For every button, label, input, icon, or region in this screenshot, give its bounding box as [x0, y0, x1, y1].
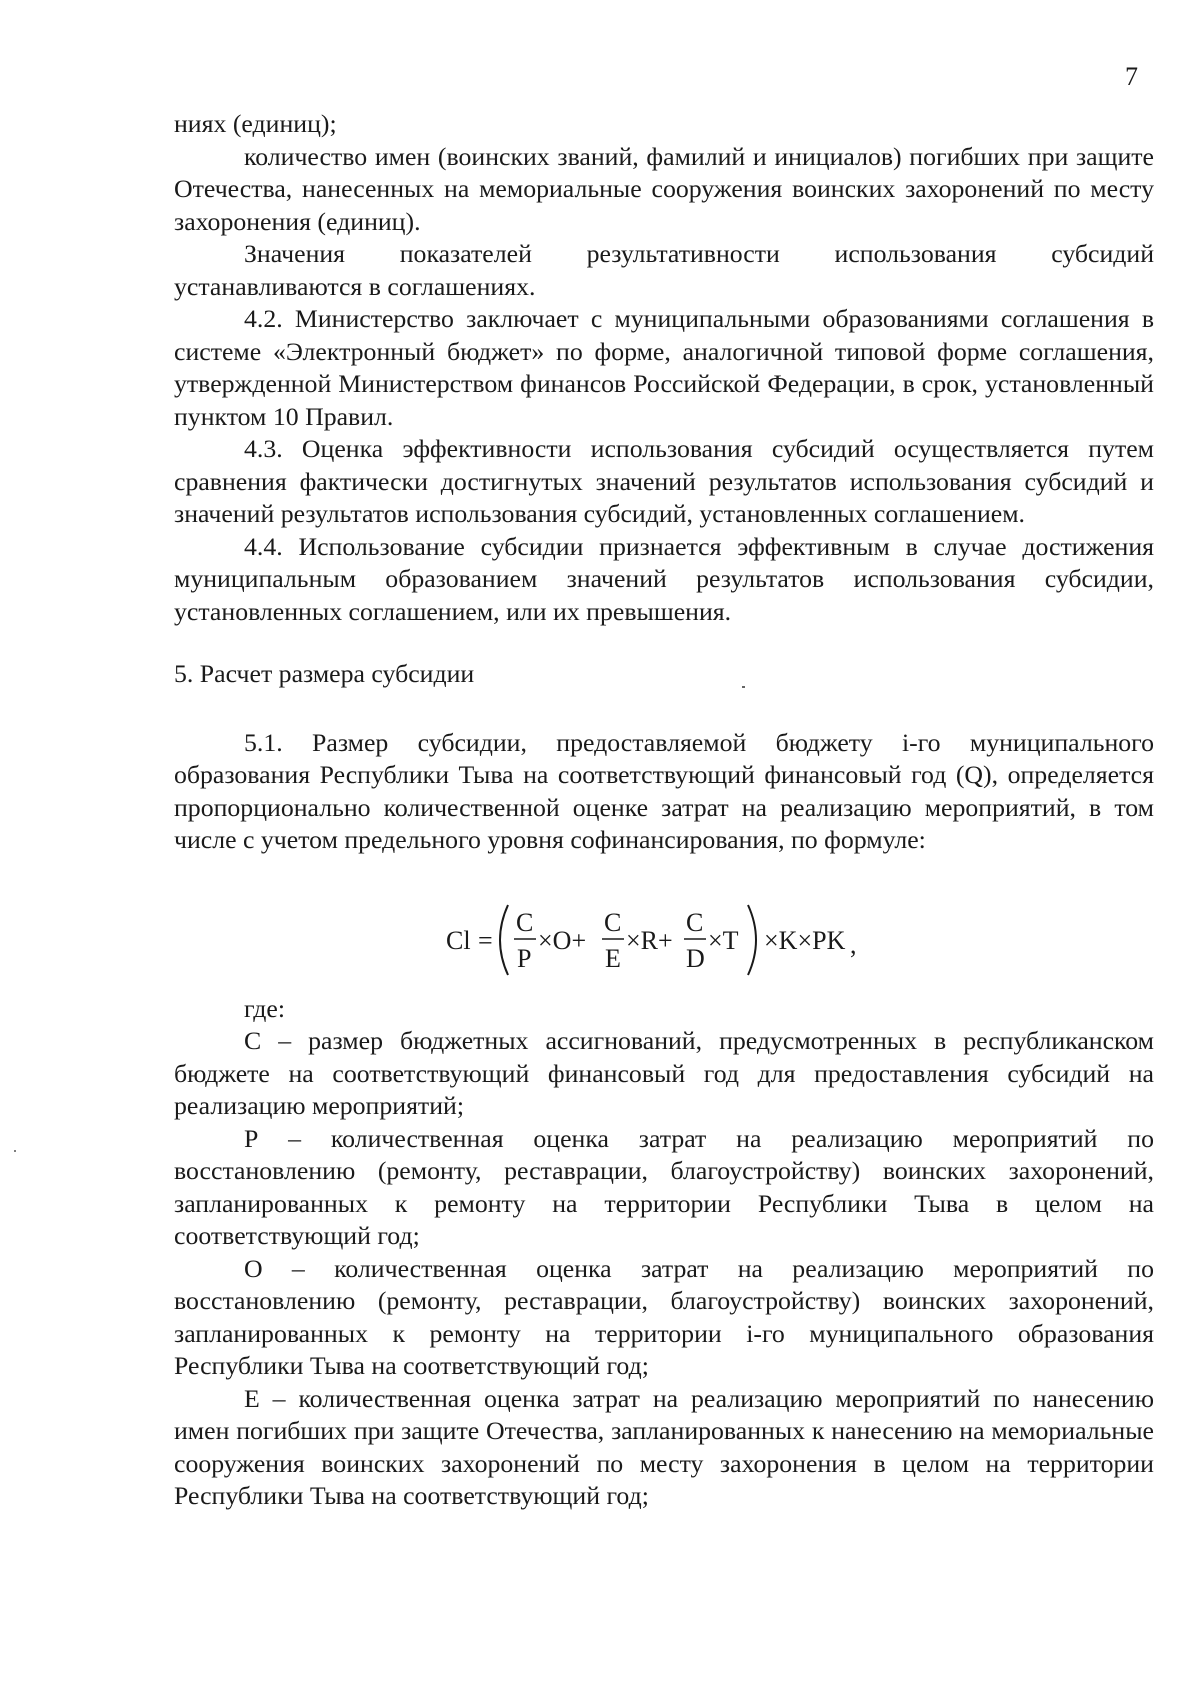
scan-speck	[14, 1150, 16, 1152]
term-o: ×O+	[538, 925, 587, 955]
formula-block	[174, 885, 1154, 993]
term-t: ×T	[708, 925, 739, 955]
fraction1-numerator: C	[516, 907, 534, 937]
fraction2-denominator: E	[605, 943, 621, 973]
fraction2-numerator: C	[604, 907, 622, 937]
paragraph-continuation: ниях (единиц);	[174, 109, 337, 138]
fraction3-denominator: D	[686, 943, 705, 973]
page-number: 7	[1125, 62, 1138, 91]
paragraph-5-1: 5.1. Размер субсидии, предоставляемой бюджету i-го муниципального образования Республики Тыва на соответствующий финансовый год (Q), определяется пропорционально количественной оценке затрат на реализацию мероприятий, в том числе с учетом предельного уровня софинансирования, по формуле:	[174, 727, 1154, 854]
paragraph-names-count: количество имен (воинских званий, фамилий и инициалов) погибших при защите Отечества, нанесенных на мемориальные сооружения воинских захоронений по месту захоронения (единиц).	[174, 141, 1154, 236]
definition-p: Р – количественная оценка затрат на реализацию мероприятий по восстановлению (ремонту, реставрации, благоустройству) воинских захоронений, запланированных к ремонту на территории Республики Тыва в целом на соответствующий год;	[174, 1123, 1154, 1250]
paragraph-4-4: 4.4. Использование субсидии признается эффективным в случае достижения муниципальным образованием значений результатов использования субсидии, установленных соглашением, или их превышения.	[174, 531, 1154, 626]
right-paren	[748, 905, 756, 975]
left-paren	[500, 905, 508, 975]
section-heading: 5. Расчет размера субсидии	[174, 659, 475, 688]
formula-equals: =	[478, 925, 493, 955]
paragraph-4-2: 4.2. Министерство заключает с муниципальными образованиями соглашения в системе «Электронный бюджет» по форме, аналогичной типовой форме соглашения, утвержденной Министерством финансов Российской Федерации, в срок, установленный пунктом 10 Правил.	[174, 304, 1154, 431]
subsidy-formula	[446, 899, 876, 981]
definition-o: О – количественная оценка затрат на реализацию мероприятий по восстановлению (ремонту, реставрации, благоустройству) воинских захоронений, запланированных к ремонту на территории i-го муниципального образования Республики Тыва на соответствующий год;	[174, 1253, 1154, 1380]
body-text	[174, 108, 1154, 1513]
formula-comma: ,	[850, 929, 857, 959]
fraction3-numerator: C	[686, 907, 704, 937]
paragraph-4-3: 4.3. Оценка эффективности использования субсидий осуществляется путем сравнения фактически достигнутых значений результатов использования субсидий и значений результатов использования субсидий, установленных соглашением.	[174, 434, 1154, 528]
term-k-pk: ×K×PK	[764, 925, 846, 955]
where-label: где:	[244, 993, 286, 1023]
paragraph-indicator-values: Значения показателей результативности использования субсидий устанавливаются в соглашениях.	[174, 239, 1154, 301]
fraction1-denominator: P	[517, 943, 532, 973]
formula-lhs: Cl	[446, 925, 471, 955]
formula-svg	[446, 899, 876, 981]
term-r: ×R+	[626, 925, 673, 955]
definition-c: С – размер бюджетных ассигнований, предусмотренных в республиканском бюджете на соответствующий финансовый год для предоставления субсидий на реализацию мероприятий;	[174, 1026, 1154, 1120]
definition-e: Е – количественная оценка затрат на реализацию мероприятий по нанесению имен погибших при защите Отечества, запланированных к нанесению на мемориальные сооружения воинских захоронений по месту захоронения в целом на территории Республики Тыва на соответствующий год;	[174, 1383, 1154, 1510]
